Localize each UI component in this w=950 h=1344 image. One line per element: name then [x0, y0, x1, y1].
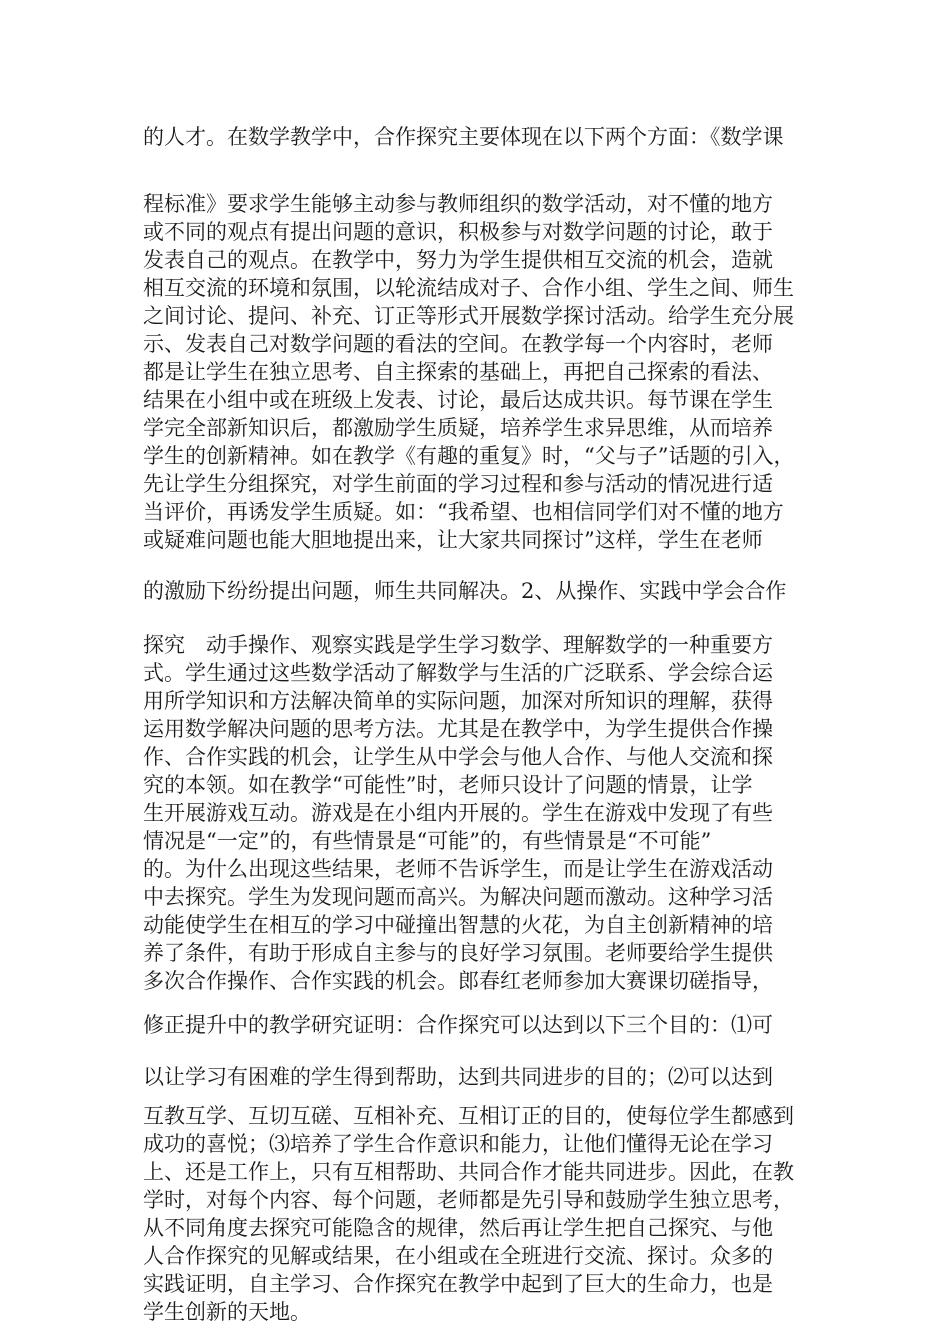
text-line: 式。学生通过这些数学活动了解数学与生活的广泛联系、学会综合运: [143, 661, 773, 685]
text-line: 养了条件，有助于形成自主参与的良好学习氛围。老师要给学生提供: [143, 941, 773, 965]
text-line: 成功的喜悦；⑶培养了学生合作意识和能力，让他们懂得无论在学习: [143, 1132, 773, 1156]
text-line: 人合作探究的见解或结果，在小组或在全班进行交流、探讨。众多的: [143, 1244, 773, 1268]
text-line: 运用数学解决问题的思考方法。尤其是在教学中，为学生提供合作操: [143, 717, 773, 741]
text-line: 情况是“一定”的，有些情景是“可能”的，有些情景是“不可能”: [143, 829, 712, 853]
text-line: 相互交流的环境和氛围，以轮流结成对子、合作小组、学生之间、师生: [143, 276, 794, 300]
text-line: 发表自己的观点。在教学中，努力为学生提供相互交流的机会，造就: [143, 248, 773, 272]
text-line: 用所学知识和方法解决简单的实际问题，加深对所知识的理解，获得: [143, 689, 773, 713]
text-line: 先让学生分组探究，对学生前面的学习过程和参与活动的情况进行适: [143, 472, 773, 496]
text-line: 学生的创新精神。如在教学《有趣的重复》时，“父与子”话题的引入，: [143, 444, 795, 468]
text-line: 从不同角度去探究可能隐含的规律，然后再让学生把自己探究、与他: [143, 1216, 773, 1240]
text-line: 之间讨论、提问、补充、订正等形式开展数学探讨活动。给学生充分展: [143, 304, 794, 328]
text-line: 或疑难问题也能大胆地提出来，让大家共同探讨”这样，学生在老师: [143, 528, 763, 552]
text-line: 究的本领。如在教学“可能性”时，老师只设计了问题的情景，让学: [143, 773, 753, 797]
text-line: 示、发表自己对数学问题的看法的空间。在教学每一个内容时，老师: [143, 332, 773, 356]
text-line: 实践证明，自主学习、合作探究在教学中起到了巨大的生命力，也是: [143, 1272, 773, 1296]
text-line: 多次合作操作、合作实践的机会。郎春红老师参加大赛课切磋指导，: [143, 969, 773, 993]
text-line: 修正提升中的教学研究证明：合作探究可以达到以下三个目的：⑴可: [143, 1013, 773, 1037]
text-line: 动能使学生在相互的学习中碰撞出智慧的火花，为自主创新精神的培: [143, 913, 773, 937]
text-line: 的。为什么出现这些结果，老师不告诉学生，而是让学生在游戏活动: [143, 857, 773, 881]
text-line: 的激励下纷纷提出问题，师生共同解决。2、从操作、实践中学会合作: [143, 579, 787, 603]
text-line: 结果在小组中或在班级上发表、讨论，最后达成共识。每节课在学生: [143, 388, 773, 412]
text-line: 学生创新的天地。: [143, 1300, 311, 1324]
text-line: 的人才。在数学教学中，合作探究主要体现在以下两个方面：《数学课: [143, 125, 784, 149]
text-line: 互教互学、互切互磋、互相补充、互相订正的目的，使每位学生都感到: [143, 1104, 794, 1128]
text-line: 以让学习有困难的学生得到帮助，达到共同进步的目的；⑵可以达到: [143, 1065, 773, 1089]
text-line: 当评价，再诱发学生质疑。如：“我希望、也相信同学们对不懂的地方: [143, 500, 784, 524]
text-line: 作、合作实践的机会，让学生从中学会与他人合作、与他人交流和探: [143, 745, 773, 769]
text-line: 学时，对每个内容、每个问题，老师都是先引导和鼓励学生独立思考，: [143, 1188, 794, 1212]
text-line: 上、还是工作上，只有互相帮助、共同合作才能共同进步。因此，在教: [143, 1160, 794, 1184]
text-line: 生开展游戏互动。游戏是在小组内开展的。学生在游戏中发现了有些: [143, 801, 773, 825]
text-line: 都是让学生在独立思考、自主探索的基础上，再把自己探索的看法、: [143, 360, 773, 384]
text-line: 学完全部新知识后，都激励学生质疑，培养学生求异思维，从而培养: [143, 416, 773, 440]
text-line: 中去探究。学生为发现问题而高兴。为解决问题而激动。这种学习活: [143, 885, 773, 909]
text-line: 程标准》要求学生能够主动参与教师组织的数学活动，对不懂的地方: [143, 192, 773, 216]
text-line: 或不同的观点有提出问题的意识，积极参与对数学问题的讨论，敢于: [143, 220, 773, 244]
text-line: 探究 动手操作、观察实践是学生学习数学、理解数学的一种重要方: [143, 633, 773, 657]
